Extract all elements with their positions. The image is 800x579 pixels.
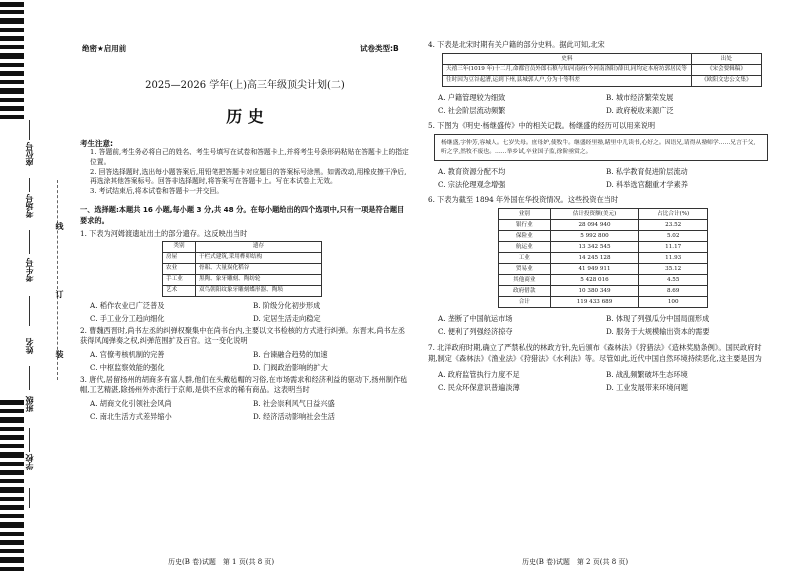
question-stem: 2. 曹魏西晋时,尚书左丞的纠弹权聚集中在尚书台内,主要以文书检核的方式进行纠弹。东晋末,尚书左丞获得风闻弹奏之权,纠弹范围扩及百官。这一变化说明 [80,325,406,346]
page-footer-left: 历史(B 卷)试题 第 1 页(共 8 页) [168,558,275,566]
option[interactable]: B. 城市经济繁荣发展 [606,92,674,102]
table-header: 业别 [499,209,551,220]
table-row: 合计 119 433 689 100 [499,297,708,308]
option[interactable]: B. 社会崇利风气日益兴盛 [253,398,335,408]
option[interactable]: C. 中枢监察效能的强化 [90,362,165,372]
table-row: 贸易业 41 949 911 35.12 [499,264,708,275]
table-row: 往时因为豆谷起漕,运到下州,县城郭人户,分为十等科差 《欧阳文忠公文集》 [443,75,762,86]
option[interactable]: B. 台谏融合趋势的加速 [253,349,328,359]
table-header: 类别 [163,241,196,252]
secret-label: 绝密★启用前 [82,44,127,53]
right-column [428,40,768,398]
option[interactable]: A. 教育资源分配不均 [438,167,506,177]
table-header: 史料 [443,54,692,65]
option[interactable]: C. 南北生活方式差异缩小 [90,411,172,421]
question-stem: 4. 下表是北宋时期有关户籍的部分史料。据此可知,北宋 [428,40,605,49]
table-row: 手工业 黑陶、象牙雕刻、陶纺轮 [163,274,322,285]
question-3 [80,375,410,423]
question-2 [80,326,410,374]
option[interactable]: B. 战乱频繁破坏生态环境 [606,369,688,379]
table-row: 政府借款 10 380 349 8.69 [499,286,708,297]
option[interactable]: A. 官僚考核机制的完善 [90,349,165,359]
page-footer-right: 历史(B 卷)试题 第 2 页(共 8 页) [522,558,629,566]
notice [80,139,410,198]
table-row: 银行业 28 094 940 23.52 [499,220,708,231]
table-row: 航运业 13 342 545 11.17 [499,242,708,253]
option[interactable]: D. 政府税收来源广泛 [606,105,674,115]
option[interactable]: A. 胡商文化引领社会风尚 [90,398,172,408]
q4-table [442,53,762,87]
question-stem: 6. 下表为截至 1894 年外国在华投资情况。这些投资在当时 [428,195,619,205]
question-7 [428,342,768,393]
q1-table [162,241,322,297]
q5-passage: 杨继盛,字仲芳,容城人。七岁失母。庶母妒,使牧牛。继盛经里塾,睹里中儿读书,心好之。因语兄,请得从塾师学……兄言于父,听之学,然牧不废也。……举乡试,卒业国子监,徐阶亟赏之。 [434,134,768,161]
option[interactable]: C. 手工业分工趋向细化 [90,313,165,323]
table-row: 工业 14 245 128 11.93 [499,253,708,264]
option[interactable]: C. 宗法伦理观念增强 [438,180,506,190]
name-label: 姓名 [25,338,34,354]
table-row: 天禧三年(1019 年)十二月,命都官员外郎石稹与知河南府(今河南洛阳)薛田,同均定本府坊郭居民等 《宋会要辑稿》 [443,64,762,75]
notice-item: 1. 答题前,考生务必将自己的姓名、考生号填写在试卷和答题卡上,并将考生号条形码粘贴在答题卡上的指定位置。 [90,147,409,166]
barcode-stripes [0,0,24,579]
option[interactable]: A. 户籍管理较为细致 [438,92,506,102]
school-label: 学校 [25,454,34,470]
option[interactable]: B. 阶级分化初步形成 [253,300,321,310]
notice-item: 3. 考试结束后,将本试卷和答题卡一并交回。 [90,187,224,196]
option[interactable]: C. 社会阶层流动频繁 [438,105,506,115]
option[interactable]: B. 体现了列强瓜分中国局面形成 [606,314,710,324]
paper-type-label: 试卷类型:B [360,44,399,53]
cut-mark-staple: 订 [55,290,64,298]
option[interactable]: A. 稻作农业已广泛普及 [90,300,165,310]
table-header: 占比合计(%) [639,209,708,220]
exam-title: 2025—2026 学年(上)高三年级顶尖计划(二) [145,80,345,91]
table-header: 出处 [691,54,761,65]
notice-item: 2. 回答选择题时,选出每小题答案后,用铅笔把答题卡对应题目的答案标号涂黑。如需改动,用橡皮擦干净后,再选涂其他答案标号。回答非选择题时,将答案写在答题卡上。写在本试卷上无效。 [90,167,407,186]
option[interactable]: C. 民众环保意识普遍淡薄 [438,382,520,392]
notice-title: 考生注意: [80,138,113,148]
table-row: 保险业 5 992 800 5.02 [499,231,708,242]
table-row: 农业 骨耜、大量炭化稻谷 [163,263,322,274]
table-header: 估计投资额(美元) [550,209,639,220]
question-1 [80,229,410,325]
option[interactable]: A. 政府监管执行力度不足 [438,369,520,379]
option[interactable]: D. 门阀政治影响的扩大 [253,362,328,372]
q6-table [498,208,708,308]
option[interactable]: D. 服务于大规模输出资本的需要 [606,327,710,337]
option[interactable]: D. 定居生活走向稳定 [253,313,321,323]
section-heading: 一、选择题:本题共 16 小题,每小题 3 分,共 48 分。在每小题给出的四个选项中,只有一项是符合题目要求的。 [80,205,405,225]
option[interactable]: D. 经济活动影响社会生活 [253,411,335,421]
binding-strip [0,0,64,579]
seat-number-label: 座位号 [25,142,34,166]
cut-mark-line: 线 [55,222,64,230]
left-column [80,40,410,427]
option[interactable]: A. 垄断了中国航运市场 [438,314,513,324]
question-stem: 7. 北洋政府时期,确立了严禁私伐的林政方针,先后颁布《森林法》《狩猎法》《造林奖励条例》。国民政府时期,制定《森林法》《渔业法》《狩猎法》《水利法》等。尽管如此,近代中国自然环境持续恶化,这主要是因为 [428,343,762,364]
class-label: 班级 [25,396,34,412]
subject-title: 历 史 [226,106,264,126]
question-4 [428,40,768,117]
option[interactable]: C. 便利了列强经济掠夺 [438,327,513,337]
question-stem: 3. 唐代,居留扬州的胡商多有富人群,他们在头戴毡帽的习俗,在市场需求和经济利益的驱动下,扬州制作毡帽,工艺精湛,除扬州外亦流行于京师,是供不应求的稀有商品。这表明当时 [80,374,408,395]
question-5 [428,121,768,191]
option[interactable]: D. 科举选官翻重才学素养 [606,180,688,190]
cut-mark-bind: 装 [55,350,64,358]
option[interactable]: D. 工业发展带来环境问题 [606,382,688,392]
room-number-label: 考场号 [25,194,34,218]
candidate-number-label: 考生号 [25,258,34,282]
question-stem: 1. 下表为河姆渡遗址出土的部分遗存。这反映出当时 [80,228,248,238]
table-row: 艺术 双鸟朝阳纹象牙雕刻蝶形器、陶埙 [163,285,322,296]
table-row: 房屋 干栏式建筑,采用榫卯结构 [163,252,322,263]
table-header: 遗存 [195,241,321,252]
question-6 [428,195,768,338]
table-row: 其他商业 5 428 016 4.55 [499,275,708,286]
option[interactable]: B. 私学教育促进阶层流动 [606,167,688,177]
question-stem: 5. 下图为《明史·杨继盛传》中的相关记载。杨继盛的经历可以用来说明 [428,120,656,130]
